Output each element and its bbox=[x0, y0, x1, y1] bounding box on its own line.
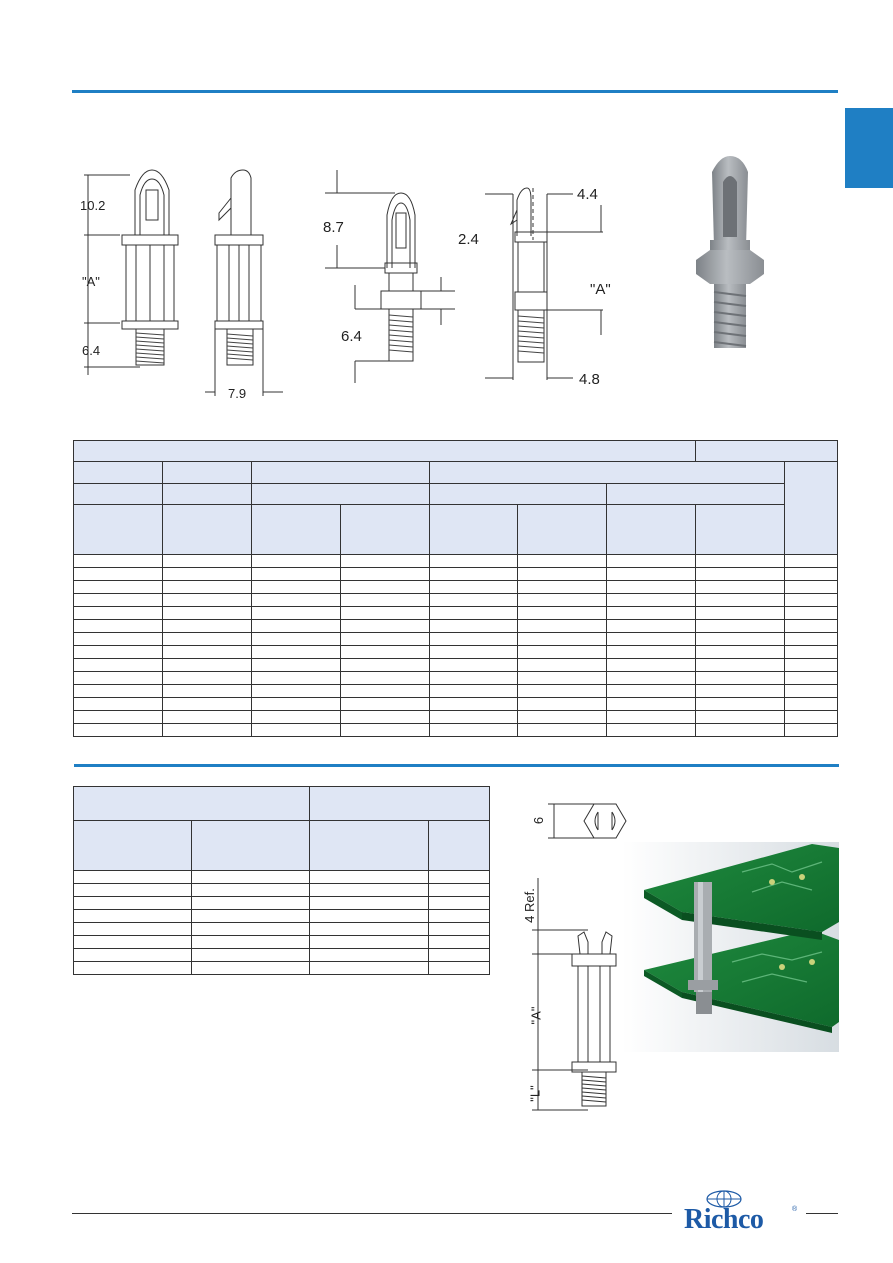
hex-top-view-drawing bbox=[540, 800, 640, 842]
dim-2-4: 2.4 bbox=[458, 231, 479, 248]
dim-a-side: "A" bbox=[590, 281, 611, 298]
spacer-vertical-drawing bbox=[528, 870, 628, 1115]
spacer-front-alt-drawing bbox=[325, 165, 455, 387]
top-rule bbox=[72, 90, 838, 93]
footer-rule bbox=[72, 1213, 672, 1214]
dim-6-4-alt: 6.4 bbox=[341, 328, 362, 345]
dim-8-7: 8.7 bbox=[323, 219, 344, 236]
spacer-side-drawing bbox=[205, 168, 295, 400]
section-tab[interactable] bbox=[845, 108, 893, 188]
section-rule bbox=[74, 764, 839, 767]
logo-wordmark: Richco bbox=[684, 1204, 764, 1235]
dim-6-4-front: 6.4 bbox=[82, 343, 101, 358]
dim-l: "L" bbox=[527, 1085, 543, 1102]
spacer-product-photo bbox=[690, 152, 770, 357]
dim-a-vertical: "A" bbox=[528, 1006, 544, 1025]
dim-a-front: "A" bbox=[82, 274, 100, 289]
dim-4-4: 4.4 bbox=[577, 186, 598, 203]
pcb-stack-photo bbox=[622, 842, 839, 1052]
dim-4-ref: 4 Ref. bbox=[521, 888, 537, 923]
dim-7-9: 7.9 bbox=[228, 386, 247, 401]
spec-table bbox=[73, 440, 838, 737]
footer-rule-right bbox=[806, 1213, 838, 1214]
dim-10-2: 10.2 bbox=[80, 198, 106, 213]
spec-table-2 bbox=[73, 786, 490, 975]
dim-4-8: 4.8 bbox=[579, 371, 600, 388]
richco-logo bbox=[684, 1190, 804, 1238]
dim-6: 6 bbox=[531, 816, 547, 825]
logo-registered-mark: ® bbox=[792, 1206, 798, 1213]
